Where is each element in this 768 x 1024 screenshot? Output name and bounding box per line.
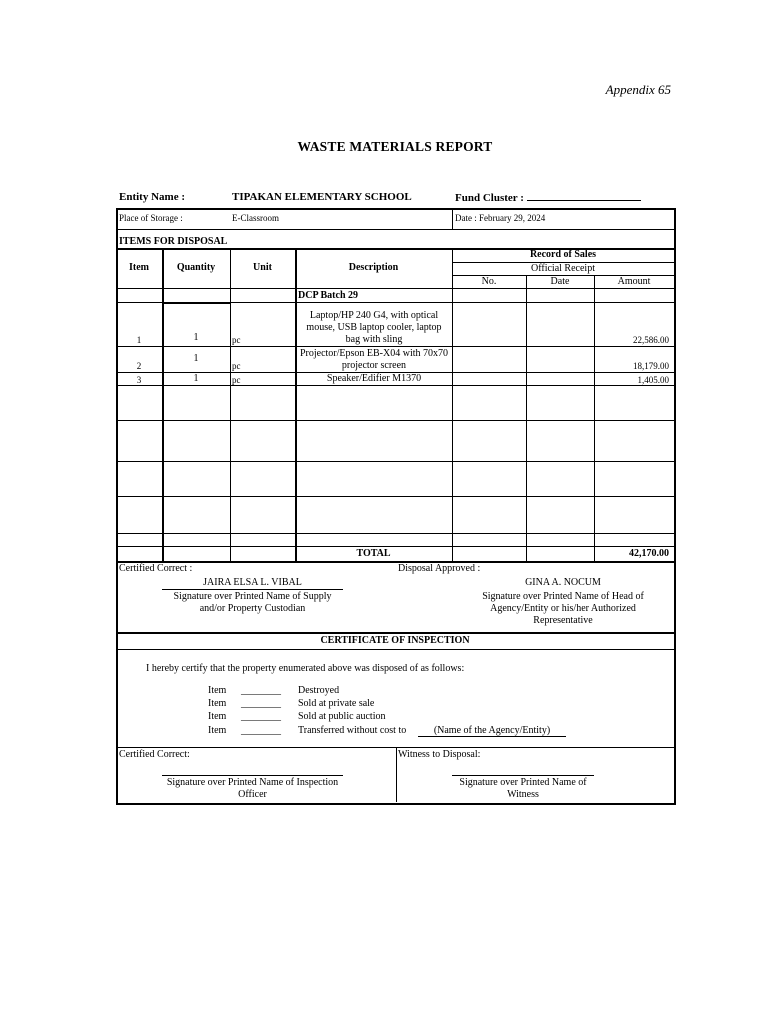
row3-item: 3 (136, 375, 142, 385)
agency-blank: (Name of the Agency/Entity) (418, 725, 566, 737)
option3-blank: ________ (241, 711, 281, 722)
divider (162, 303, 230, 304)
fund-cluster-blank (527, 191, 641, 201)
col-item-header: Item (129, 262, 149, 273)
option-destroyed: Destroyed (298, 685, 340, 696)
items-for-disposal-label: ITEMS FOR DISPOSAL (119, 236, 228, 247)
divider (116, 561, 674, 563)
divider (116, 747, 674, 748)
row3-unit: pc (232, 375, 241, 385)
divider (230, 248, 231, 562)
col-date-header: Date (550, 276, 570, 287)
divider (452, 208, 453, 229)
option-private-sale: Sold at private sale (298, 698, 375, 709)
divider (295, 248, 297, 562)
col-quantity-header: Quantity (176, 262, 216, 273)
inspection-certified-label: Certified Correct: (119, 749, 190, 760)
record-of-sales-header: Record of Sales (529, 249, 597, 260)
report-title: WASTE MATERIALS REPORT (297, 139, 493, 154)
inspection-title: CERTIFICATE OF INSPECTION (320, 635, 470, 646)
signature-line (452, 775, 594, 776)
col-no-header: No. (481, 276, 497, 287)
option1-label: Item (208, 685, 227, 696)
divider (116, 346, 674, 347)
row2-unit: pc (232, 361, 241, 371)
place-of-storage-value: E-Classroom (232, 213, 279, 223)
certified-correct-label: Certified Correct : (119, 563, 193, 574)
row2-amount: 18,179.00 (633, 361, 669, 371)
row1-item: 1 (136, 335, 142, 345)
divider (116, 496, 674, 497)
divider (116, 632, 674, 634)
report-date: Date : February 29, 2024 (455, 213, 546, 223)
witness-label: Witness to Disposal: (398, 749, 481, 760)
divider (116, 649, 674, 650)
appendix-label: Appendix 65 (605, 82, 671, 97)
row1-quantity: 1 (193, 332, 199, 343)
option3-label: Item (208, 711, 227, 722)
divider (162, 248, 164, 562)
divider (526, 275, 527, 562)
col-unit-header: Unit (253, 262, 272, 273)
report-frame (116, 208, 676, 805)
disposal-approved-label: Disposal Approved : (398, 563, 481, 574)
divider (116, 420, 674, 421)
divider (452, 248, 453, 562)
custodian-caption: Signature over Printed Name of Supply and/or Property Custodian (173, 591, 332, 614)
divider (594, 275, 595, 562)
divider (116, 461, 674, 462)
row1-description: Laptop/HP 240 G4, with optical mouse, USB laptop cooler, laptop bag with sling (306, 310, 442, 345)
batch-label: DCP Batch 29 (298, 290, 358, 301)
col-amount-header: Amount (617, 276, 651, 287)
row2-item: 2 (136, 361, 142, 371)
option1-blank: ________ (241, 685, 281, 696)
option4-label: Item (208, 725, 227, 736)
option2-blank: ________ (241, 698, 281, 709)
total-label: TOTAL (356, 548, 391, 559)
place-of-storage-label: Place of Storage : (119, 213, 183, 223)
inspection-statement: I hereby certify that the property enumerated above was disposed of as follows: (146, 663, 465, 674)
row3-description: Speaker/Edifier M1370 (326, 373, 422, 384)
row2-quantity: 1 (193, 353, 199, 364)
row1-unit: pc (232, 335, 241, 345)
divider (116, 533, 674, 534)
witness-caption: Signature over Printed Name of Witness (459, 777, 587, 800)
fund-cluster (455, 191, 641, 204)
row1-amount: 22,586.00 (633, 335, 669, 345)
fund-cluster-label: Fund Cluster : (455, 192, 524, 204)
col-description-header: Description (348, 262, 399, 273)
row2-description: Projector/Epson EB-X04 with 70x70 projector screen (299, 348, 449, 371)
option-transferred: Transferred without cost to (298, 725, 407, 736)
row3-amount: 1,405.00 (637, 375, 669, 385)
official-receipt-header: Official Receipt (531, 263, 595, 274)
divider (116, 229, 674, 230)
signature-line (162, 775, 343, 776)
row3-quantity: 1 (193, 373, 199, 384)
divider (116, 546, 674, 547)
option-public-auction: Sold at public auction (298, 711, 386, 722)
entity-name-label: Entity Name : (119, 191, 185, 203)
divider (116, 385, 674, 386)
entity-name-value: TIPAKAN ELEMENTARY SCHOOL (232, 191, 412, 203)
approver-name: GINA A. NOCUM (525, 577, 601, 588)
divider (396, 747, 397, 802)
approver-caption: Signature over Printed Name of Head of Agency/Entity or his/her Authorized Representative (482, 591, 644, 626)
inspection-officer-caption: Signature over Printed Name of Inspection Officer (166, 777, 339, 800)
option4-blank: ________ (241, 725, 281, 736)
option2-label: Item (208, 698, 227, 709)
divider (116, 288, 674, 289)
custodian-name: JAIRA ELSA L. VIBAL (203, 577, 302, 588)
total-value: 42,170.00 (629, 548, 669, 559)
signature-line (162, 589, 343, 590)
